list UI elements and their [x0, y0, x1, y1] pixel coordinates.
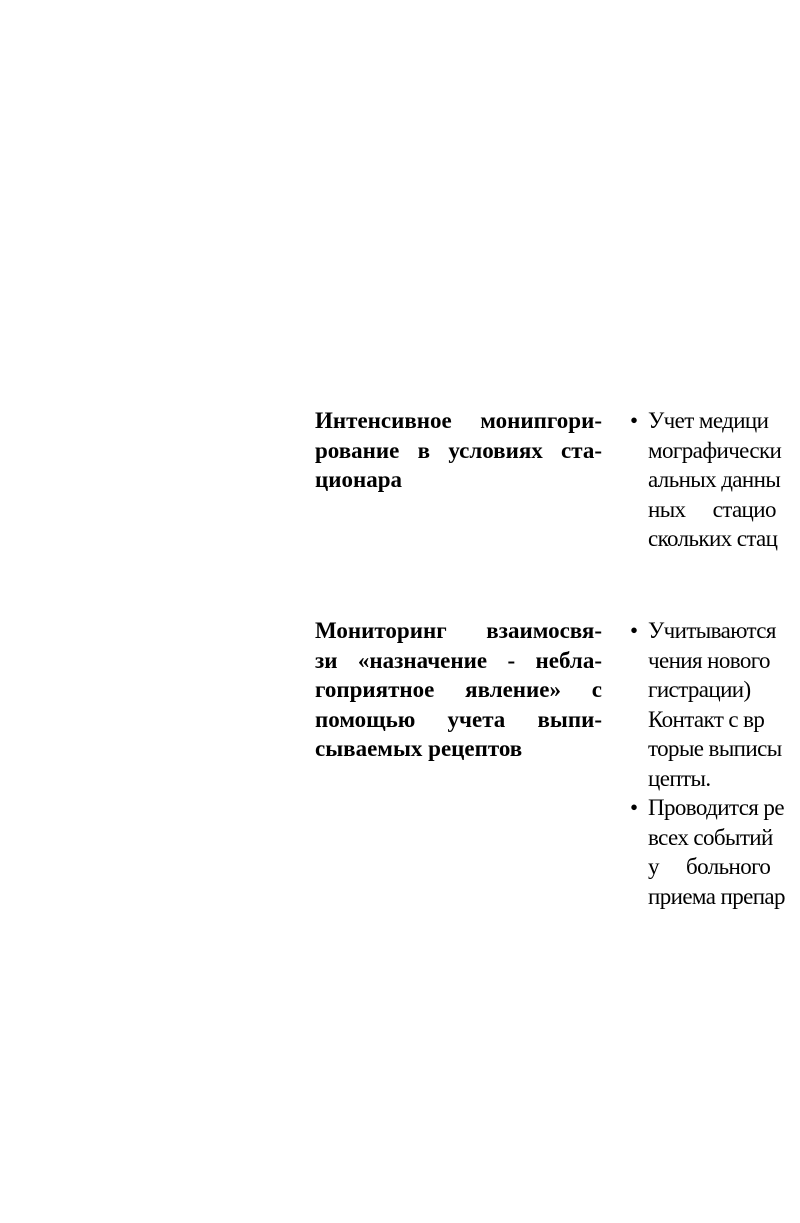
item-line: приема препар: [648, 883, 785, 909]
item-line: мографически: [648, 437, 782, 463]
term-line: Мониторинг взаимосвя-: [315, 618, 602, 643]
item-line: Учитываются: [648, 618, 776, 643]
term-line: сываемых рецептов: [315, 736, 523, 761]
item-line: торые выписы: [648, 736, 782, 761]
row-1-description-list: [630, 406, 800, 554]
list-item: [630, 793, 800, 911]
term-line: Интенсивное монипгори-: [315, 408, 602, 433]
term-line: ционара: [315, 467, 403, 492]
term-line: гоприятное явление» с: [315, 677, 602, 702]
item-line: скольких стац: [648, 526, 778, 551]
list-item: [630, 616, 800, 793]
row-2-term: [315, 616, 602, 764]
item-line: чения нового: [648, 647, 770, 673]
item-line: ных стацио: [648, 496, 776, 522]
item-line: у больного: [648, 854, 771, 879]
term-line: рование в условиях ста-: [315, 437, 602, 463]
item-line: Контакт с вр: [648, 706, 765, 732]
bullet-icon: •: [630, 618, 638, 643]
item-line: альных данны: [648, 467, 781, 492]
item-line: Учет медици: [648, 408, 769, 433]
bullet-icon: •: [630, 795, 638, 820]
row-2-description-list: [630, 616, 800, 911]
item-line: цепты.: [648, 765, 711, 791]
row-1-term: [315, 406, 602, 495]
list-item: [630, 406, 800, 554]
term-line: зи «назначение - небла-: [315, 647, 602, 673]
item-line: всех событий: [648, 824, 773, 850]
item-line: гистрации): [648, 677, 751, 702]
term-line: помощью учета выпи-: [315, 706, 602, 732]
bullet-icon: •: [630, 408, 638, 433]
item-line: Проводится ре: [648, 795, 784, 820]
